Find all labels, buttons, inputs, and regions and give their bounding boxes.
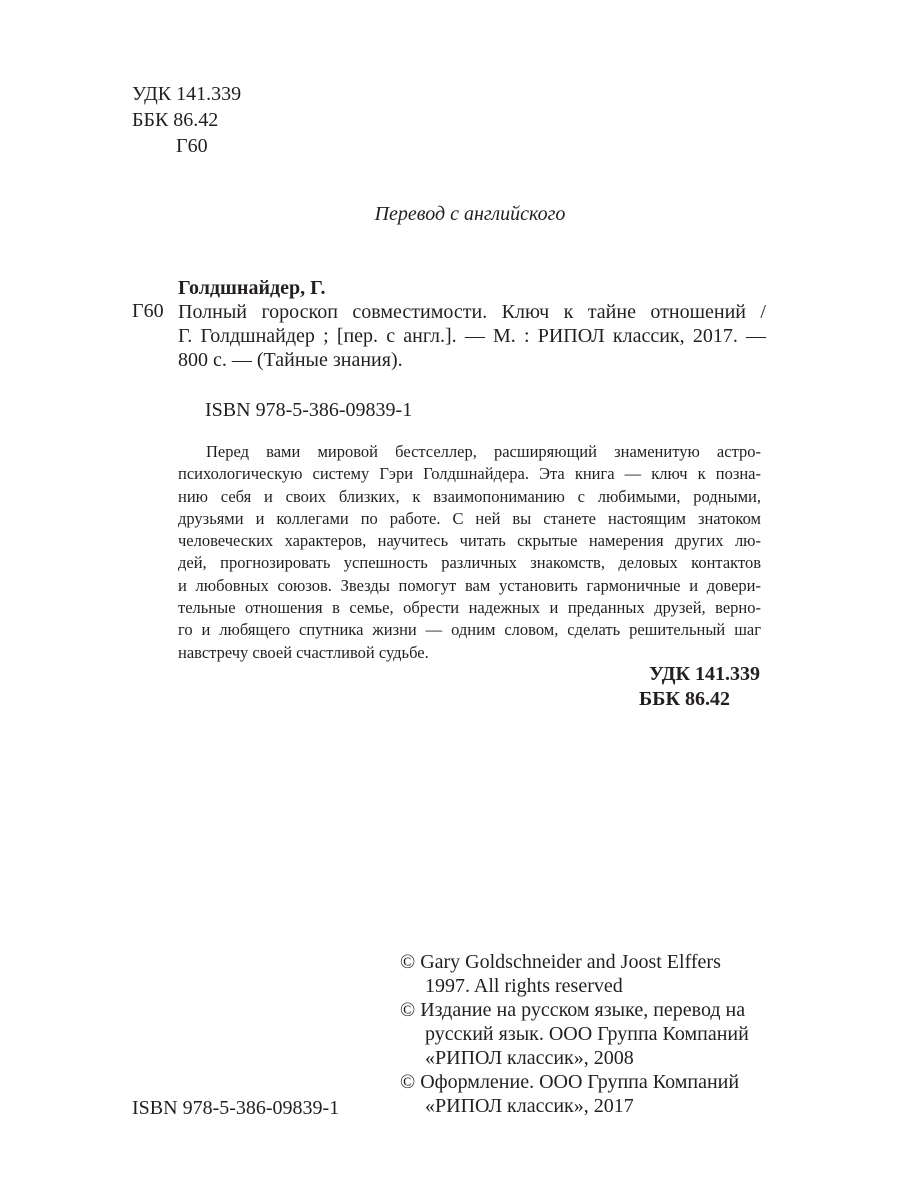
side-author-mark: Г60 [132,300,164,322]
annotation-line: психологическую систему Гэри Голдшнайдера. Эта книга — ключ к позна- [178,464,761,484]
copyright-line: «РИПОЛ классик», 2008 [425,1047,634,1069]
annotation-line: навстречу своей счастливой судьбе. [178,642,429,662]
bib-line: 800 с. — (Тайные знания). [178,349,403,371]
author-mark: Г60 [176,135,208,157]
bib-line: Г. Голдшнайдер ; [пер. с англ.]. — М. : РИПОЛ классик, 2017. — [178,325,766,347]
bibliographic-description [178,300,766,372]
annotation-line: дей, прогнозировать успешность различных знакомств, деловых контактов [178,553,761,573]
bottom-classification-codes [560,662,760,712]
copyright-line: © Gary Goldschneider and Joost Elffers [400,951,721,973]
translation-note: Перевод с английского [374,203,566,225]
copyright-line: русский язык. ООО Группа Компаний [425,1023,749,1045]
annotation-line: нию себя и своих близких, к взаимопониманию с любимыми, родными, [178,486,761,506]
annotation-paragraph [178,441,761,664]
copyright-line: © Оформление. ООО Группа Компаний [400,1071,740,1093]
annotation-line: го и любящего спутника жизни — одним словом, сделать решительный шаг [178,620,761,640]
bib-line: Полный гороскоп совместимости. Ключ к тайне отношений / [178,301,766,323]
isbn-main: ISBN 978-5-386-09839-1 [205,399,413,421]
udk-code-bold: УДК 141.339 [649,663,760,685]
copyright-line: «РИПОЛ классик», 2017 [425,1095,634,1117]
copyright-line: 1997. All rights reserved [425,975,623,997]
annotation-line: человеческих характеров, научитесь читать скрытые намерения других лю- [178,531,761,551]
author-heading: Голдшнайдер, Г. [178,277,326,299]
annotation-line: Перед вами мировой бестселлер, расширяющий знаменитую астро- [206,442,761,461]
annotation-line: и любовных союзов. Звезды помогут вам установить гармоничные и довери- [178,575,761,595]
bbk-code-bold: ББК 86.42 [639,688,730,710]
annotation-line: друзьями и коллегами по работе. С ней вы станете настоящим знатоком [178,508,761,528]
annotation-line: тельные отношения в семье, обрести надежных и преданных друзей, верно- [178,598,761,618]
copyright-block [400,950,780,1118]
udk-code: УДК 141.339 [132,83,242,105]
isbn-bottom: ISBN 978-5-386-09839-1 [132,1097,340,1119]
top-classification-codes [132,81,241,159]
copyright-line: © Издание на русском языке, перевод на [400,999,746,1021]
bbk-code: ББК 86.42 [132,109,219,131]
